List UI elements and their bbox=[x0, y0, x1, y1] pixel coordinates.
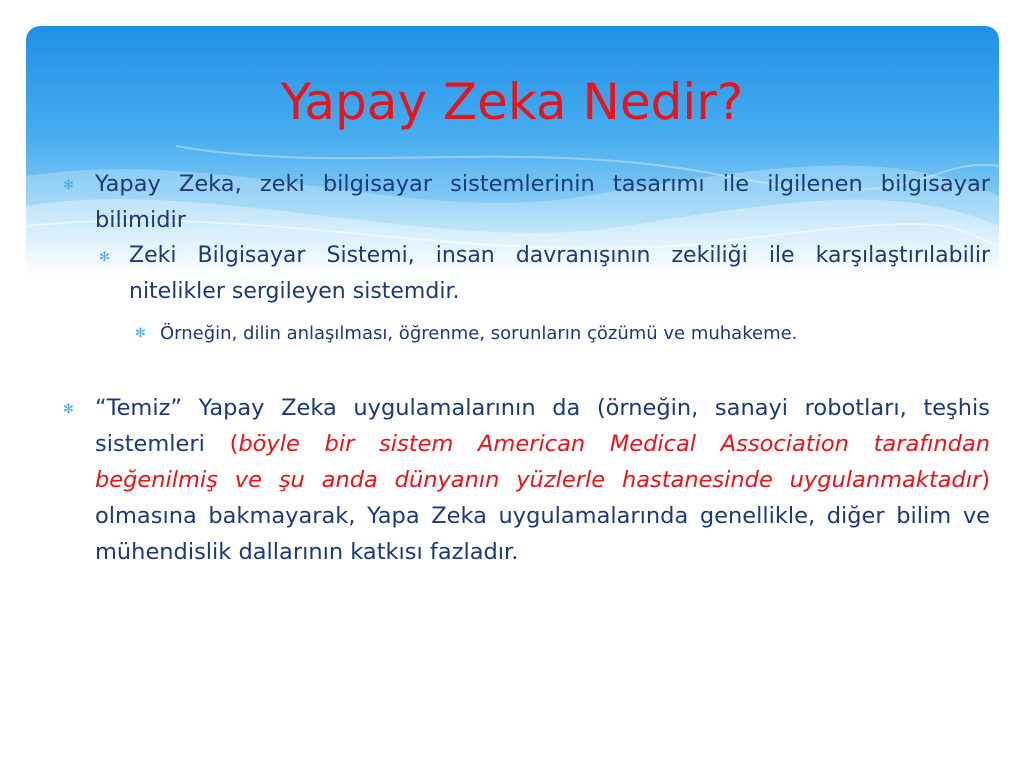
list-item bbox=[63, 166, 990, 238]
list-item bbox=[63, 390, 990, 570]
bullet-text: Örneğin, dilin anlaşılması, öğrenme, sorunların çözümü ve muhakeme. bbox=[160, 323, 798, 344]
asterisk-icon: ✻ bbox=[63, 178, 74, 193]
list-item bbox=[135, 318, 990, 350]
bullet-text: Yapay Zeka, zeki bilgisayar sistemlerinin tasarımı ile ilgilenen bilgisayar bilimidir bbox=[95, 171, 990, 233]
bullet-text-after: olmasına bakmayarak, Yapa Zeka uygulamalarında genellikle, diğer bilim ve mühendislik dallarının katkısı fazladır. bbox=[95, 503, 990, 565]
slide-body bbox=[60, 166, 990, 570]
asterisk-icon: ✻ bbox=[63, 402, 74, 417]
paren-open: ( bbox=[229, 431, 239, 457]
bullet-text: “Temiz” Yapay Zeka uygulamalarının da (örneğin, sanayi robotları, teşhis sistemleri bbox=[95, 395, 990, 457]
list-item bbox=[99, 238, 990, 310]
asterisk-icon: ✻ bbox=[135, 326, 146, 341]
paren-close: ) bbox=[981, 467, 990, 493]
slide-title: Yapay Zeka Nedir? bbox=[280, 73, 744, 131]
asterisk-icon: ✻ bbox=[99, 250, 110, 265]
bullet-text: Zeki Bilgisayar Sistemi, insan davranışının zekiliği ile karşılaştırılabilir nitelikler sergileyen sistemdir. bbox=[129, 243, 990, 304]
emphasis-text: böyle bir sistem American Medical Association tarafından beğenilmiş ve şu anda dünyanın yüzlerle hastanesinde uygulanmaktadır bbox=[95, 431, 990, 493]
